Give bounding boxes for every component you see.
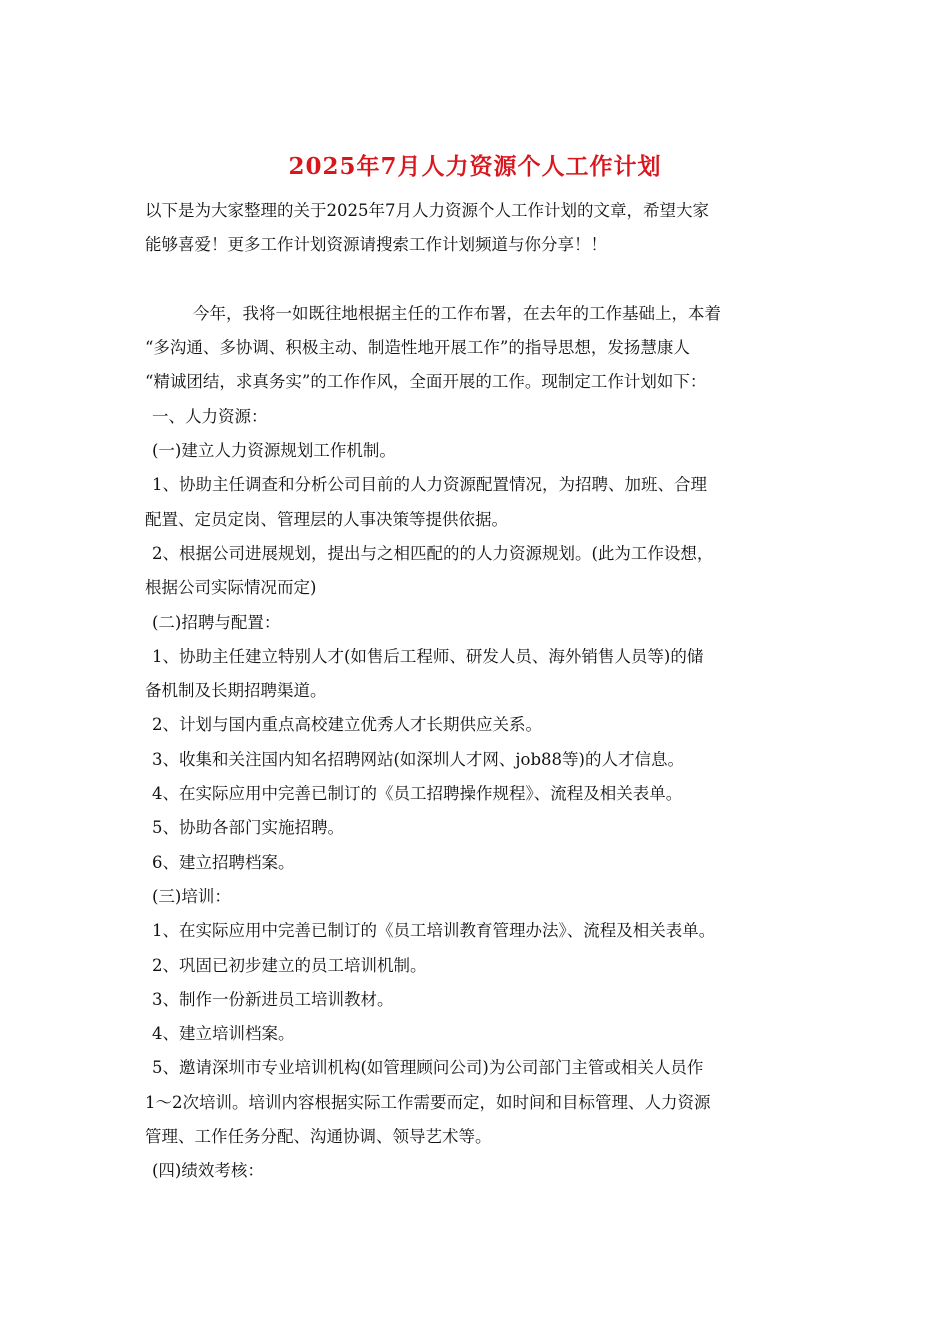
list-item: 1、在实际应用中完善已制订的《员工培训教育管理办法》、流程及相关表单。 <box>152 921 716 941</box>
intro-line-2: 能够喜爱！更多工作计划资源请搜索工作计划频道与你分享！！ <box>145 235 607 255</box>
subsection-heading: (一)建立人力资源规划工作机制。 <box>152 441 396 461</box>
subsection-heading: (三)培训： <box>152 886 231 906</box>
list-item: 5、邀请深圳市专业培训机构(如管理顾问公司)为公司部门主管或相关人员作 <box>152 1058 704 1078</box>
list-item: 4、在实际应用中完善已制订的《员工招聘操作规程》、流程及相关表单。 <box>152 784 683 804</box>
list-item-continuation: 根据公司实际情况而定) <box>145 578 317 598</box>
blank-line <box>145 263 810 297</box>
list-item-continuation: 配置、定员定岗、管理层的人事决策等提供依据。 <box>145 509 508 529</box>
list-item-continuation: 备机制及长期招聘渠道。 <box>145 681 327 701</box>
paragraph-line: “多沟通、多协调、积极主动、制造性地开展工作”的指导思想，发扬慧康人 <box>145 338 690 358</box>
list-item: 6、建立招聘档案。 <box>152 852 295 872</box>
subsection-heading: (二)招聘与配置： <box>152 612 281 632</box>
paragraph-line: “精诚团结，求真务实”的工作作风，全面开展的工作。现制定工作计划如下： <box>145 372 707 392</box>
list-item: 2、巩固已初步建立的员工培训机制。 <box>152 955 427 975</box>
list-item-continuation: 管理、工作任务分配、沟通协调、领导艺术等。 <box>145 1127 492 1147</box>
document-body <box>145 194 810 1189</box>
list-item: 3、收集和关注国内知名招聘网站(如深圳人才网、job88等)的人才信息。 <box>152 749 684 769</box>
section-heading: 一、人力资源： <box>152 406 268 426</box>
paragraph-line: 今年，我将一如既往地根据主任的工作布署，在去年的工作基础上，本着 <box>193 303 721 323</box>
list-item: 2、计划与国内重点高校建立优秀人才长期供应关系。 <box>152 715 542 735</box>
intro-line-1: 以下是为大家整理的关于2025年7月人力资源个人工作计划的文章，希望大家 <box>145 201 709 220</box>
list-item: 4、建立培训档案。 <box>152 1024 295 1044</box>
list-item-continuation: 1～2次培训。培训内容根据实际工作需要而定，如时间和目标管理、人力资源 <box>145 1092 711 1112</box>
subsection-heading: (四)绩效考核： <box>152 1161 264 1181</box>
list-item: 2、根据公司进展规划，提出与之相匹配的的人力资源规划。(此为工作设想， <box>152 543 714 563</box>
list-item: 1、协助主任建立特别人才(如售后工程师、研发人员、海外销售人员等)的储 <box>152 646 704 666</box>
document-title: 2025年7月人力资源个人工作计划 <box>288 153 662 180</box>
list-item: 3、制作一份新进员工培训教材。 <box>152 989 394 1009</box>
list-item: 5、协助各部门实施招聘。 <box>152 818 344 838</box>
list-item: 1、协助主任调查和分析公司目前的人力资源配置情况，为招聘、加班、合理 <box>152 475 707 495</box>
